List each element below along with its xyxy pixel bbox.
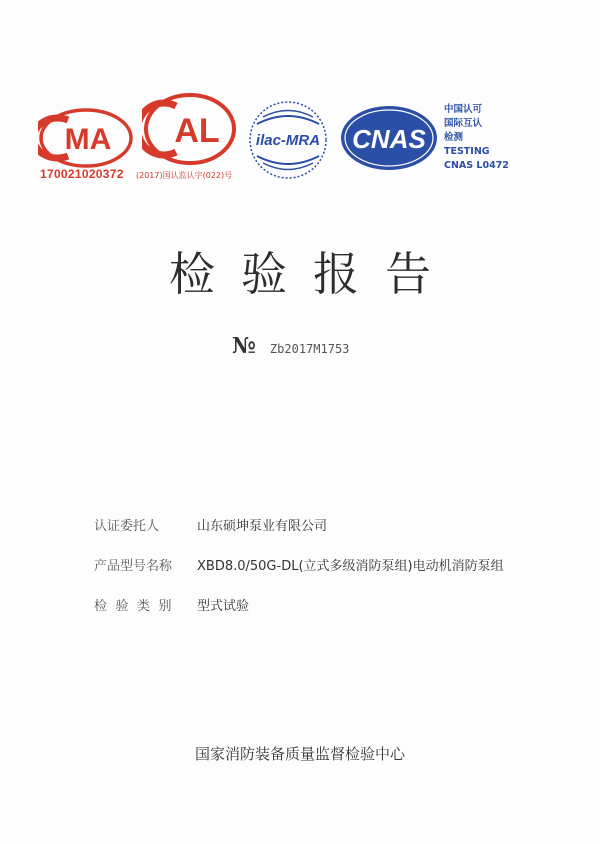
cnas-logo-text: CNAS <box>352 124 426 154</box>
field-label-test-type: 检验类别 <box>94 599 181 614</box>
field-test-type <box>94 594 504 615</box>
field-product <box>94 554 504 575</box>
cnas-caption <box>444 103 509 173</box>
cnas-line: CNAS L0472 <box>444 160 509 171</box>
field-value-product: XBD8.0/50G-DL(立式多级消防泵组)电动机消防泵组 <box>197 559 504 574</box>
cnas-line: 国际互认 <box>444 118 483 129</box>
cnas-line: 检测 <box>444 132 464 143</box>
cal-number: (2017)国认监认字(022)号 <box>136 171 233 180</box>
field-label-client: 认证委托人 <box>94 519 160 534</box>
cma-number: 170021020372 <box>40 167 124 181</box>
number-sign: № <box>232 333 256 359</box>
cma-logo <box>38 106 134 170</box>
cnas-logo <box>338 104 440 172</box>
accreditation-logos <box>0 0 600 200</box>
field-value-client: 山东硕坤泵业有限公司 <box>197 519 328 534</box>
cma-logo-text: MA <box>64 123 112 156</box>
field-label-product: 产品型号名称 <box>94 559 173 574</box>
cnas-line: TESTING <box>444 146 490 157</box>
issuing-organization: 国家消防装备质量监督检验中心 <box>194 745 405 763</box>
ilac-mra-logo <box>245 100 331 180</box>
report-title: 检验报告 <box>169 247 457 301</box>
cal-logo-text: AL <box>174 112 220 150</box>
report-fields <box>94 514 504 634</box>
field-value-test-type: 型式试验 <box>197 599 250 614</box>
report-number-value: Zb2017M1753 <box>269 342 350 356</box>
field-client <box>94 514 504 535</box>
report-number <box>232 333 349 359</box>
cnas-line: 中国认可 <box>444 104 483 115</box>
ilac-logo-text: ilac-MRA <box>255 132 321 149</box>
cal-logo <box>142 92 238 166</box>
